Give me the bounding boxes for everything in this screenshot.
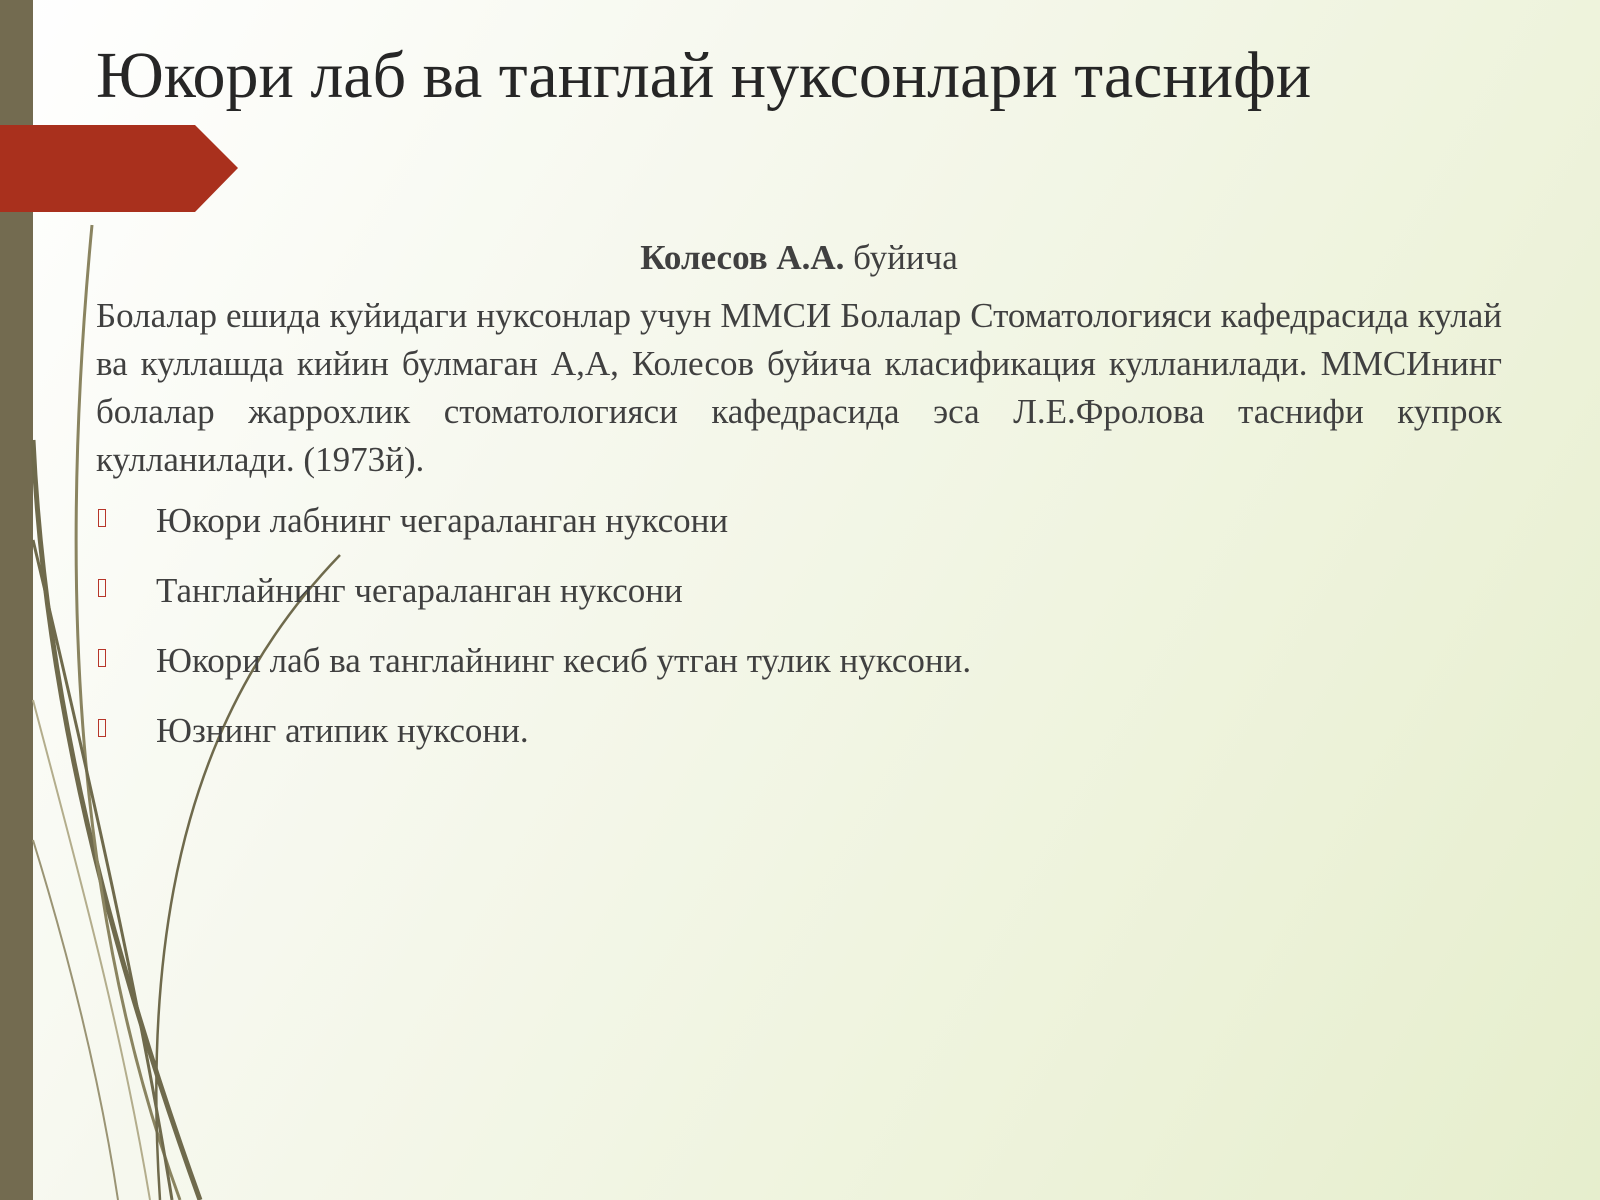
- list-item-text: Юкори лаб ва танглайнинг кесиб утган тулик нуксони.: [156, 641, 972, 680]
- classification-list: [96, 496, 1502, 756]
- bullet-marker-icon: [98, 579, 106, 597]
- subtitle-suffix: буйича: [844, 238, 958, 277]
- red-arrow-banner: [0, 125, 238, 212]
- slide-content: [96, 230, 1502, 776]
- list-item: [96, 566, 1502, 616]
- slide-title: Юкори лаб ва танглай нуксонлари таснифи: [96, 39, 1312, 112]
- list-item: [96, 636, 1502, 686]
- intro-paragraph: Болалар ешида куйидаги нуксонлар учун ММСИ Болалар Стоматологияси кафедрасида кулай ва куллашда кийин булмаган А,А, Колесов буйича класификация кулланилади. ММСИнинг болалар жаррохлик стоматологияси кафедрасида эса Л.Е.Фролова таснифи купрок кулланилади. (1973й).: [96, 296, 1502, 479]
- bullet-marker-icon: [98, 719, 106, 737]
- list-item-text: Юзнинг атипик нуксони.: [156, 711, 529, 750]
- left-accent-bar: [0, 0, 33, 1200]
- list-item: [96, 706, 1502, 756]
- list-item-text: Танглайнинг чегараланган нуксони: [156, 571, 683, 610]
- bullet-marker-icon: [98, 509, 106, 527]
- bullet-marker-icon: [98, 649, 106, 667]
- list-item-text: Юкори лабнинг чегараланган нуксони: [156, 501, 729, 540]
- slide-subtitle: [96, 230, 1502, 286]
- list-item: [96, 496, 1502, 546]
- grass-blade: [33, 840, 118, 1200]
- subtitle-author: Колесов А.А.: [640, 238, 845, 277]
